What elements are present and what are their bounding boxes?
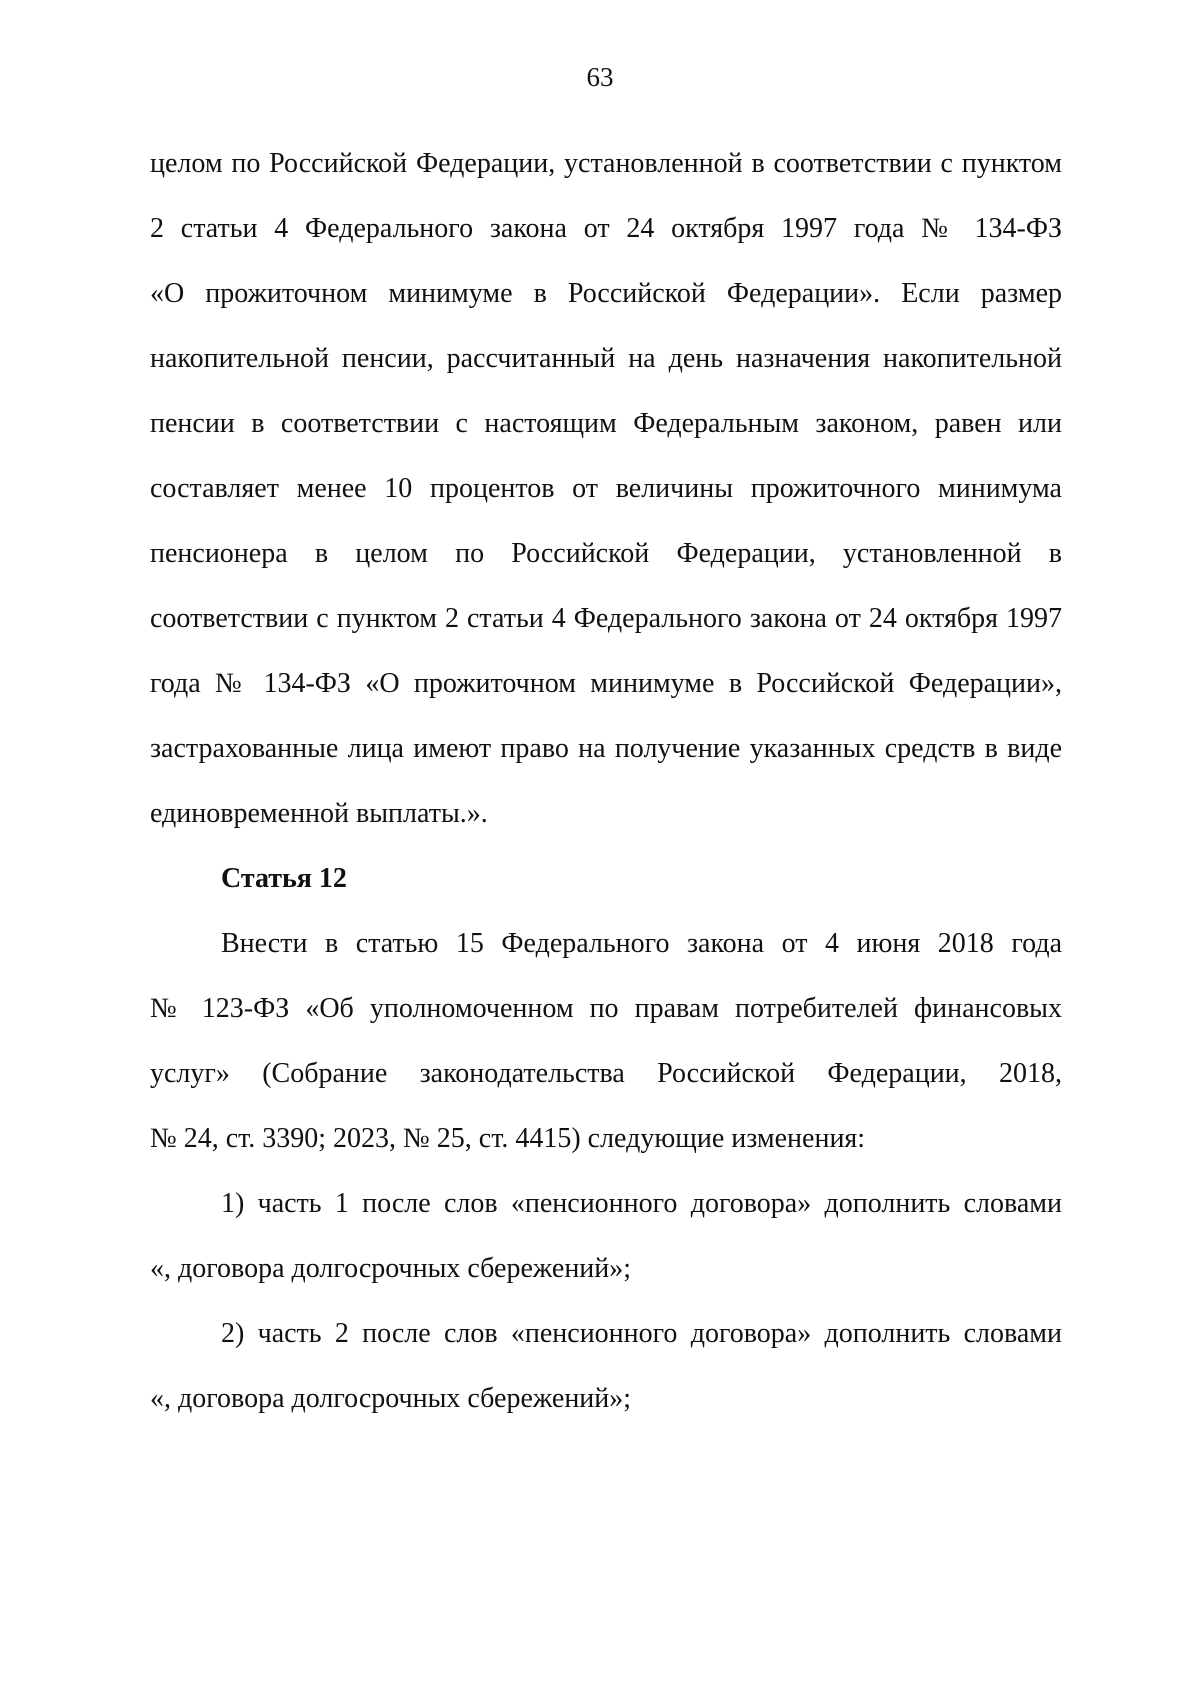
text-line: «, договора долгосрочных сбережений»; <box>150 1253 632 1284</box>
text-line: целом по Российской Федерации, установленной в соответствии с пунктом <box>150 148 1062 179</box>
text-line: Внести в статью 15 Федерального закона от 4 июня 2018 года <box>221 928 1062 959</box>
text-line: застрахованные лица имеют право на получение указанных средств в виде <box>150 733 1062 764</box>
text-line: 1) часть 1 после слов «пенсионного договора» дополнить словами <box>221 1188 1062 1219</box>
document-body <box>150 131 1062 1431</box>
text-line: № 24, ст. 3390; 2023, № 25, ст. 4415) следующие изменения: <box>150 1123 866 1154</box>
text-line: 2 статьи 4 Федерального закона от 24 октября 1997 года № 134-ФЗ <box>150 213 1062 244</box>
text-line: года № 134-ФЗ «О прожиточном минимуме в Российской Федерации», <box>150 668 1062 699</box>
amendment-item-1 <box>150 1171 1062 1301</box>
text-line: единовременной выплаты.». <box>150 798 488 829</box>
page-number: 63 <box>586 62 614 92</box>
text-line: соответствии с пунктом 2 статьи 4 Федерального закона от 24 октября 1997 <box>150 603 1062 634</box>
text-line: пенсии в соответствии с настоящим Федеральным законом, равен или <box>150 408 1062 439</box>
text-line: пенсионера в целом по Российской Федерации, установленной в <box>150 538 1062 569</box>
text-line: составляет менее 10 процентов от величины прожиточного минимума <box>150 473 1062 504</box>
article-heading: Статья 12 <box>221 863 347 894</box>
article-intro-paragraph <box>150 911 1062 1171</box>
amendment-item-2 <box>150 1301 1062 1431</box>
text-line: 2) часть 2 после слов «пенсионного договора» дополнить словами <box>221 1318 1062 1349</box>
text-line: «, договора долгосрочных сбережений»; <box>150 1383 632 1414</box>
text-line: услуг» (Собрание законодательства Российской Федерации, 2018, <box>150 1058 1062 1089</box>
paragraph-continuation <box>150 131 1062 846</box>
text-line: накопительной пенсии, рассчитанный на день назначения накопительной <box>150 343 1062 374</box>
text-line: «О прожиточном минимуме в Российской Федерации». Если размер <box>150 278 1062 309</box>
text-line: № 123-ФЗ «Об уполномоченном по правам потребителей финансовых <box>150 993 1062 1024</box>
